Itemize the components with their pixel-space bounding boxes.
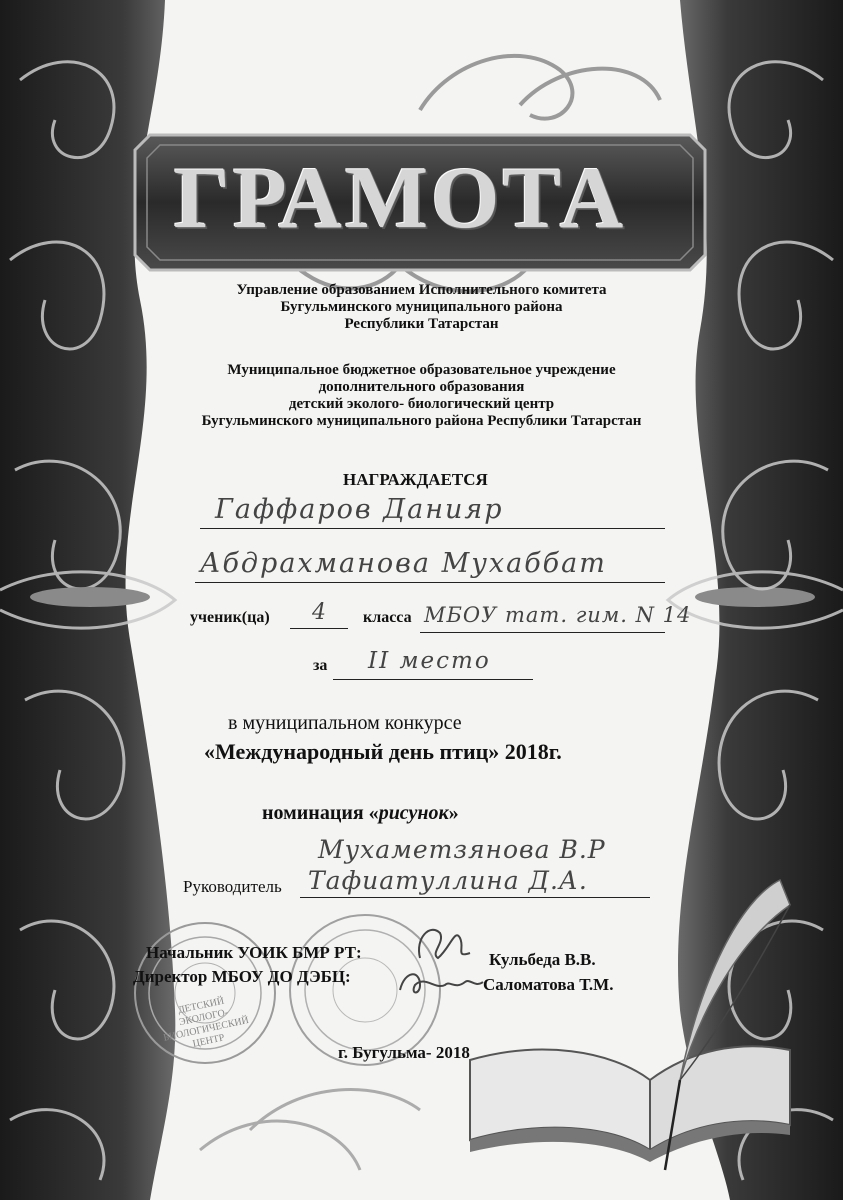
nomination-value: рисунок	[378, 802, 449, 824]
seal-text: ДЕТСКИЙ ЭКОЛОГО-БИОЛОГИЧЕСКИЙ ЦЕНТР	[162, 995, 250, 1050]
nomination-suffix: »	[448, 802, 459, 824]
student-label: ученик(ца)	[190, 609, 270, 626]
awarded-label: НАГРАЖДАЕТСЯ	[343, 470, 488, 489]
issuer-block-2	[0, 362, 843, 430]
issuer2-line: Бугульминского муниципального района Республики Татарстан	[201, 413, 642, 429]
director-label: Директор МБОУ ДО ДЭБЦ:	[133, 967, 351, 986]
contest-line-2: «Международный день птиц» 2018г.	[204, 739, 562, 764]
certificate-title: ГРАМОТА	[173, 150, 627, 247]
nomination	[262, 802, 459, 825]
leader-underline	[300, 897, 650, 898]
awardee-underline	[200, 528, 665, 529]
awardee-name: Гаффаров Данияр	[215, 494, 504, 525]
issuer-block-1	[0, 282, 843, 333]
issuer2-line: дополнительного образования	[318, 379, 525, 395]
signature-director	[395, 960, 485, 1005]
grade-underline	[290, 628, 348, 629]
issuer2-line: детский эколого- биологический центр	[288, 396, 555, 412]
issuer1-line: Управление образованием Исполнительного комитета	[236, 282, 607, 298]
class-label: класса	[363, 609, 412, 626]
nomination-prefix: номинация «	[262, 802, 379, 824]
director-name: Саломатова Т.М.	[483, 975, 614, 994]
issuer1-line: Республики Татарстан	[344, 316, 499, 332]
leader-handwritten-2: Тафиатуллина Д.А.	[308, 866, 588, 895]
co-awardee-name: Абдрахманова Мухаббат	[200, 548, 607, 579]
co-awardee-underline	[195, 582, 665, 583]
place-underline	[333, 679, 533, 680]
head-label: Начальник УОИК БМР РТ:	[146, 943, 362, 962]
place-value: II место	[368, 648, 491, 674]
school-value: МБОУ тат. гим. N 14	[424, 603, 692, 627]
issuer2-line: Муниципальное бюджетное образовательное учреждение	[227, 362, 616, 378]
leader-label: Руководитель	[183, 877, 282, 896]
city-year: г. Бугульма- 2018	[338, 1043, 470, 1062]
school-underline	[420, 632, 665, 633]
issuer1-line: Бугульминского муниципального района	[280, 299, 563, 315]
grade-value: 4	[312, 600, 328, 625]
head-name: Кульбеда В.В.	[489, 950, 596, 969]
leader-handwritten-1: Мухаметзянова В.Р	[318, 835, 606, 864]
for-label: за	[313, 657, 328, 674]
contest-line-1: в муниципальном конкурсе	[228, 712, 462, 734]
